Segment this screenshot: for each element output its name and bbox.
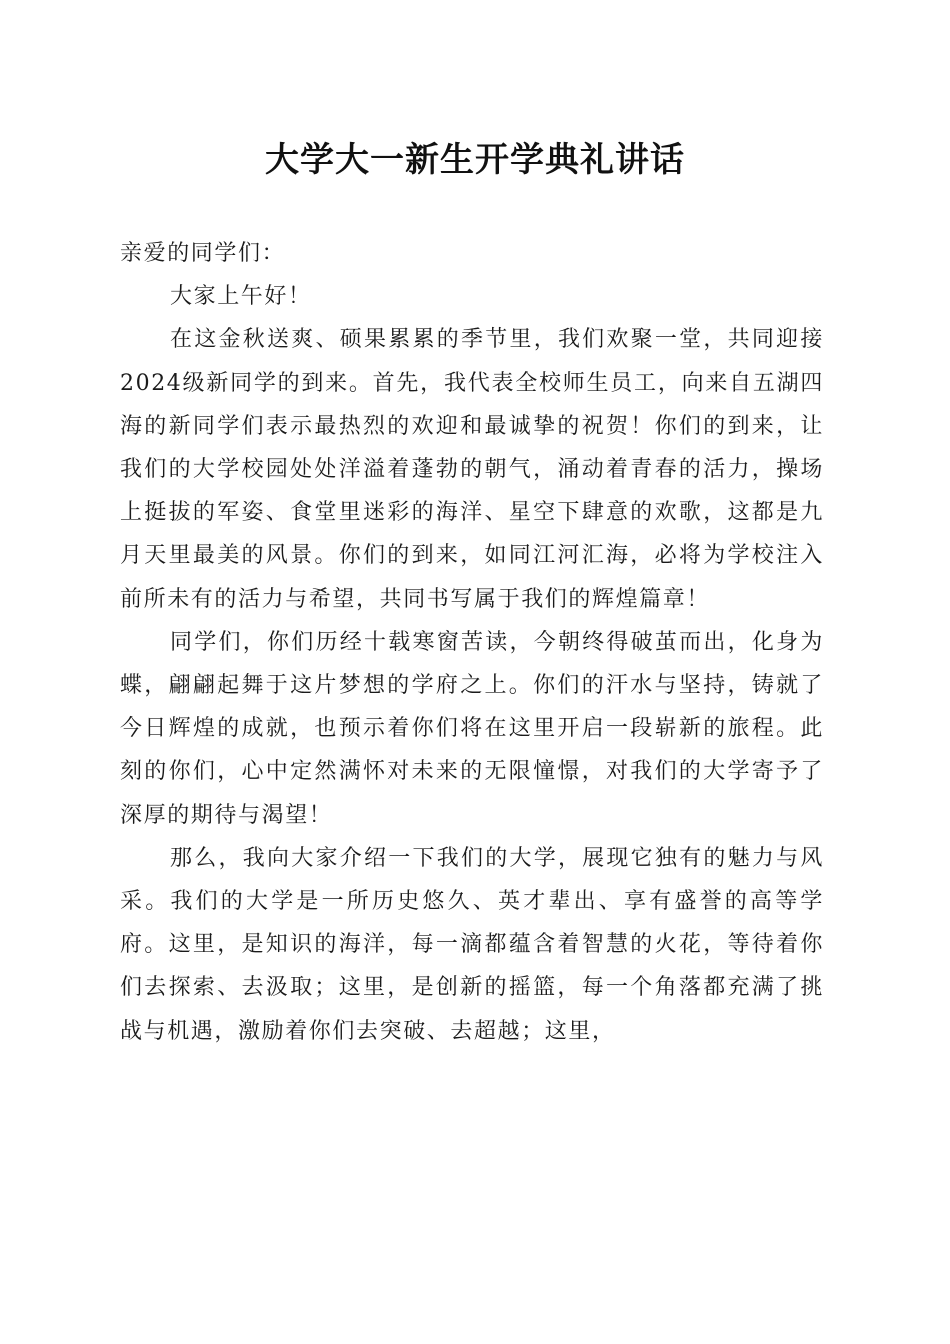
salutation: 亲爱的同学们：: [120, 241, 286, 266]
document-title: 大学大一新生开学典礼讲话: [265, 140, 685, 180]
paragraph-achievement: 同学们，你们历经十载寒窗苦读，今朝终得破茧而出，化身为蝶，翩翩起舞于这片梦想的学府之上。你们的汗水与坚持，铸就了今日辉煌的成就，也预示着你们将在这里开启一段崭新的旅程。此刻的你们，心中定然满怀对未来的无限憧憬，对我们的大学寄予了深厚的期待与渴望！: [120, 629, 824, 828]
paragraph-greeting: 大家上午好！: [170, 284, 312, 310]
paragraph-university-intro: 那么，我向大家介绍一下我们的大学，展现它独有的魅力与风采。我们的大学是一所历史悠久、英才辈出、享有盛誉的高等学府。这里，是知识的海洋，每一滴都蕴含着智慧的火花，等待着你们去探索、去汲取；这里，是创新的摇篮，每一个角落都充满了挑战与机遇，激励着你们去突破、去超越；这里，: [120, 845, 824, 1044]
document-body: [120, 232, 824, 1053]
paragraph-welcome: 在这金秋送爽、硕果累累的季节里，我们欢聚一堂，共同迎接2024级新同学的到来。首先，我代表全校师生员工，向来自五湖四海的新同学们表示最热烈的欢迎和最诚挚的祝贺！你们的到来，让我们的大学校园处处洋溢着蓬勃的朝气，涌动着青春的活力，操场上挺拔的军姿、食堂里迷彩的海洋、星空下肆意的欢歌，这都是九月天里最美的风景。你们的到来，如同江河汇海，必将为学校注入前所未有的活力与希望，共同书写属于我们的辉煌篇章！: [120, 327, 824, 612]
